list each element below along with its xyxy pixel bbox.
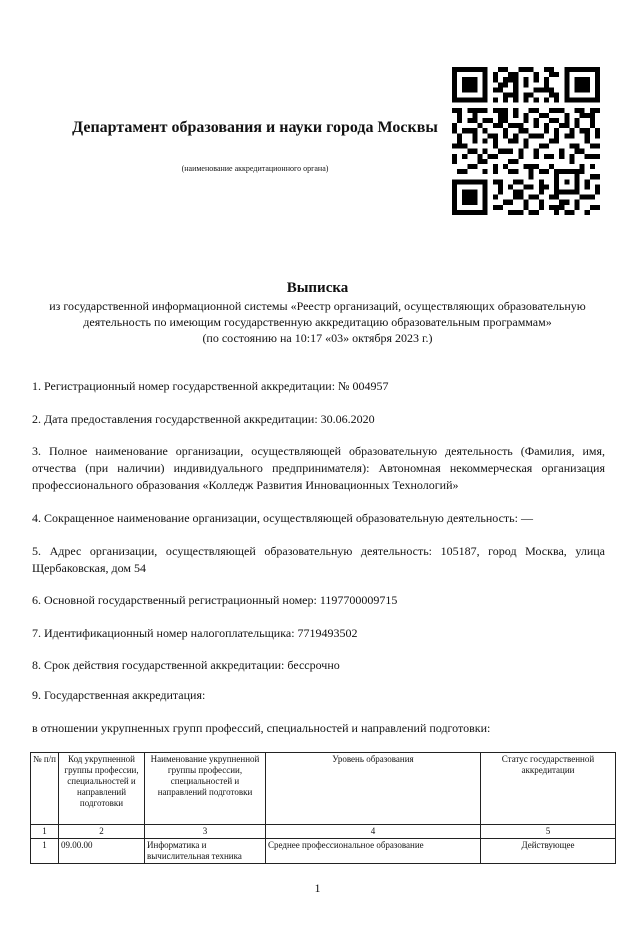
accreditation-term: 8. Срок действия государственной аккредитации: бессрочно	[32, 658, 340, 672]
col-number: 1	[31, 825, 59, 839]
col-number: 5	[481, 825, 616, 839]
document-title: Выписка	[286, 280, 349, 296]
subtitle-line: из государственной информационной системы «Реестр организаций, осуществляющих образовательную	[49, 299, 586, 313]
page-number: 1	[314, 881, 321, 895]
department-note: (наименование аккредитационного органа)	[181, 164, 329, 173]
header-code: Код укрупненной группы профессии, специальностей и направлений подготовки	[59, 753, 145, 825]
organization-address: 5. Адрес организации, осуществляющей образовательную деятельность: 105187, город Москва, улица Щербаковская, дом 54	[32, 544, 605, 575]
document-subtitle	[30, 298, 605, 346]
col-number: 2	[59, 825, 145, 839]
header-level: Уровень образования	[266, 753, 481, 825]
accreditation-relation: в отношении укрупненных групп профессий, специальностей и направлений подготовки:	[32, 721, 491, 735]
organization-full-name: 3. Полное наименование организации, осуществляющей образовательную деятельность (Фамилия, имя, отчества (при наличии) индивидуального предпринимателя): Автономная некоммерческая организация профессионального образования «Колледж Развития Инновационных Технологий»	[32, 444, 605, 492]
accreditation-number: 1. Регистрационный номер государственной аккредитации: № 004957	[32, 379, 389, 393]
ogrn: 6. Основной государственный регистрационный номер: 1197700009715	[32, 593, 398, 607]
header-num: № п/п	[31, 753, 59, 825]
subtitle-date: (по состоянию на 10:17 «03» октября 2023 г.)	[202, 331, 433, 345]
department-name: Департамент образования и науки города Москвы	[72, 119, 438, 136]
accreditation-table	[30, 752, 616, 864]
header-status: Статус государственной аккредитации	[481, 753, 616, 825]
table-header-row	[31, 753, 616, 825]
row-num: 1	[31, 839, 59, 864]
col-number: 4	[266, 825, 481, 839]
row-level: Среднее профессиональное образование	[266, 839, 481, 864]
row-code: 09.00.00	[59, 839, 145, 864]
header-name: Наименование укрупненной группы профессии, специальностей и направлений подготовки	[145, 753, 266, 825]
row-name: Информатика и вычислительная техника	[145, 839, 266, 864]
col-number: 3	[145, 825, 266, 839]
qr-code-icon	[452, 67, 600, 215]
accreditation-heading: 9. Государственная аккредитация:	[32, 688, 206, 702]
subtitle-line: деятельность по имеющим государственную аккредитацию образовательным программам»	[83, 315, 552, 329]
row-status: Действующее	[481, 839, 616, 864]
organization-short-name: 4. Сокращенное наименование организации, осуществляющей образовательную деятельность: —	[32, 511, 533, 525]
inn: 7. Идентификационный номер налогоплательщика: 7719493502	[32, 626, 358, 640]
table-row	[31, 839, 616, 864]
accreditation-date: 2. Дата предоставления государственной аккредитации: 30.06.2020	[32, 412, 375, 426]
table-col-number-row	[31, 825, 616, 839]
